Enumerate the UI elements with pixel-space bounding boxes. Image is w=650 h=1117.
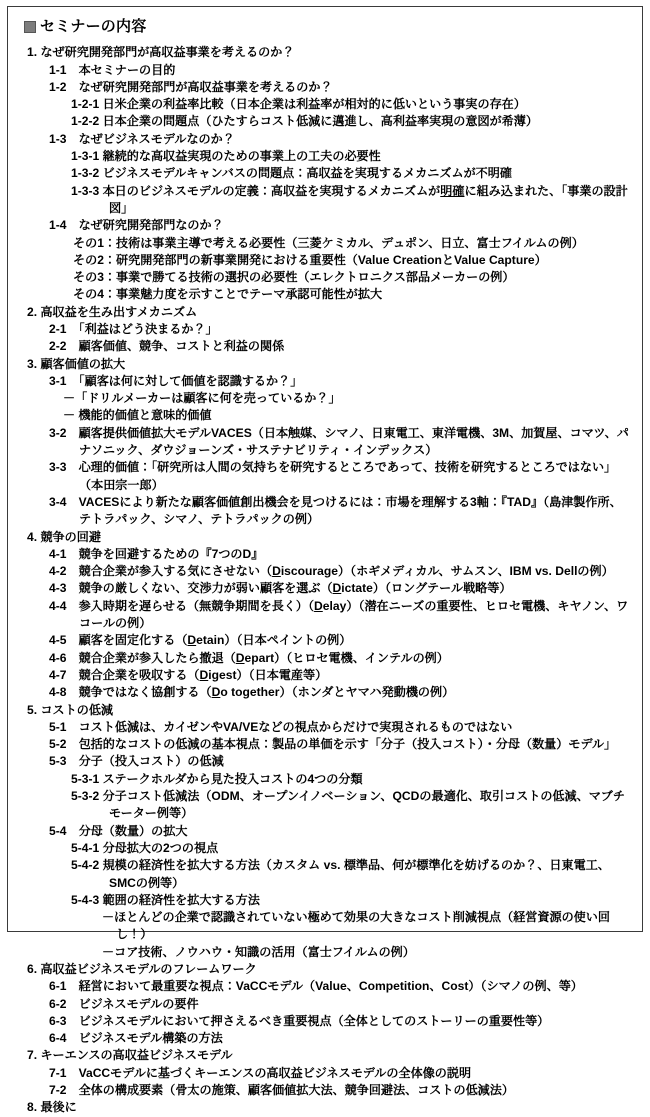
outline-row-text: 4-2 競合企業が参入する気にさせない（: [49, 564, 273, 579]
outline-row-text: その3：事業で勝てる技術の選択の必要性（エレクトロニクス部品メーカーの例）: [73, 270, 515, 285]
outline-row: [49, 79, 633, 96]
outline-row-text: 1-1 本セミナーの目的: [49, 62, 176, 77]
outline-row-underlined-text: D: [235, 650, 245, 665]
outline-row: [27, 702, 633, 719]
outline-row-text: 5-1 コスト低減は、カイゼンやVA/VEなどの視点からだけで実現されるものではない: [49, 719, 513, 734]
outline-row-underlined-text: D: [211, 685, 221, 700]
outline-row-text: 4-7 競合企業を吸収する（: [49, 667, 200, 682]
outline-row: [71, 857, 633, 892]
outline-row: [49, 494, 633, 529]
outline-row-text: 1-3-2 ビジネスモデルキャンバスの問題点：高収益を実現するメカニズムが不明確: [71, 166, 512, 181]
outline-row: [49, 563, 633, 580]
outline-row: [49, 1082, 633, 1099]
outline-row-text: 4-8 競争ではなく協創する（: [49, 685, 212, 700]
outline-row-text: 3-1 「顧客は何に対して価値を認識するか？」: [49, 373, 303, 388]
outline-row-text: 8. 最後に: [27, 1100, 77, 1115]
outline-row: [49, 650, 633, 667]
outline-row: [73, 286, 633, 303]
outline-row-underlined-text: D: [332, 581, 342, 596]
outline-row-text: 3-3 心理的価値：「研究所は人間の気持ちを研究するところであって、技術を研究するところではない」（本田宗一郎）: [49, 460, 617, 492]
outline-row-text: 1-4 なぜ研究開発部門なのか？: [49, 218, 224, 233]
outline-row: [49, 823, 633, 840]
square-bullet-icon: [24, 21, 36, 33]
outline-row: [49, 598, 633, 633]
outline-row: [49, 373, 633, 390]
page-title: [24, 18, 633, 35]
outline-row: [71, 96, 633, 113]
outline-row: [49, 667, 633, 684]
outline-row: [71, 183, 633, 218]
outline-row-text-continued: igest）（日本電産等）: [208, 667, 328, 682]
outline-row-underlined-text: D: [199, 667, 209, 682]
outline-row-text: 1-3-3 本日のビジネスモデルの定義：高収益を実現するメカニズムが: [71, 183, 441, 198]
outline-row-text: －「ドリルメーカーは顧客に何を売っているか？」: [63, 391, 341, 406]
seminar-outline-list: [17, 44, 633, 1116]
outline-row: [49, 978, 633, 995]
outline-row-text-continued: o together）（ホンダとヤマハ発動機の例）: [220, 685, 455, 700]
outline-row-text: 7-1 VaCCモデルに基づくキーエンスの高収益ビジネスモデルの全体像の説明: [49, 1065, 472, 1080]
outline-row-text: その2：研究開発部門の新事業開発における重要性（Value CreationとValue Capture）: [73, 252, 547, 267]
outline-row-text: 6-4 ビジネスモデル構築の方法: [49, 1031, 223, 1046]
outline-row: [49, 580, 633, 597]
outline-row: [49, 736, 633, 753]
outline-row-text: 5-3-2 分子コスト低減法（ODM、オープンイノベーション、QCDの最適化、取引コストの低減、マブチモーター例等）: [71, 789, 625, 821]
outline-row: [102, 909, 633, 944]
outline-row: [49, 321, 633, 338]
outline-row-text: 2. 高収益を生み出すメカニズム: [27, 304, 198, 319]
outline-row: [27, 961, 633, 978]
outline-row-text: － 機能的価値と意味的価値: [63, 408, 212, 423]
outline-row-text-continued: iscourage）（ホギメディカル、サムスン、IBM vs. Dellの例）: [280, 564, 614, 579]
outline-row-text: 1-3-1 継続的な高収益実現のための事業上の工夫の必要性: [71, 149, 381, 164]
document-frame: [7, 6, 643, 1115]
outline-row: [71, 148, 633, 165]
outline-row-text: 1-2 なぜ研究開発部門が高収益事業を考えるのか？: [49, 79, 333, 94]
outline-row: [102, 944, 633, 961]
outline-row: [63, 390, 633, 407]
outline-row: [73, 252, 633, 269]
outline-row: [49, 338, 633, 355]
outline-row-text: 2-2 顧客価値、競争、コストと利益の関係: [49, 339, 285, 354]
outline-row-text: 6-1 経営において最重要な視点：VaCCモデル（Value、Competition、Cost）（シマノの例、等）: [49, 979, 583, 994]
outline-row-text: －ほとんどの企業で認識されていない極めて効果の大きなコスト削減視点（経営資源の使い回し！）: [102, 910, 610, 942]
outline-row-text: 5-2 包括的なコストの低減の基本視点：製品の単価を示す「分子（投入コスト）・分母（数量）モデル」: [49, 737, 617, 752]
outline-row: [27, 44, 633, 61]
outline-row-text: 4-4 参入時期を遅らせる（無競争期間を長く）（: [49, 598, 315, 613]
outline-row-text: 3-2 顧客提供価値拡大モデルVACES（日本触媒、シマノ、日東電工、東洋電機、3M、加賀屋、コマツ、パナソニック、ダウジョーンズ・サステナビリティ・インデックス）: [49, 425, 629, 458]
outline-row-text: 6. 高収益ビジネスモデルのフレームワーク: [27, 961, 257, 976]
outline-row: [73, 235, 633, 252]
outline-row-text: 4-1 競争を回避するための『7つのD』: [49, 546, 264, 561]
outline-row-underlined-text: 明確: [440, 183, 465, 198]
outline-row: [71, 892, 633, 909]
outline-row-text: 1-2-1 日米企業の利益率比較（日本企業は利益率が相対的に低いという事実の存在）: [71, 97, 526, 112]
outline-row-text-continued: elay）（潜在ニーズの重要性、ヒロセ電機、キヤノン、ワコールの例）: [79, 598, 629, 631]
outline-row-text: 5-4 分母（数量）の拡大: [49, 823, 188, 838]
outline-row-text: 1. なぜ研究開発部門が高収益事業を考えるのか？: [27, 45, 295, 60]
outline-row: [71, 771, 633, 788]
outline-row: [73, 269, 633, 286]
outline-row-text: 7. キーエンスの高収益ビジネスモデル: [27, 1048, 233, 1063]
outline-row-text: 4-3 競争の厳しくない、交渉力が弱い顧客を選ぶ（: [49, 581, 333, 596]
outline-row: [49, 753, 633, 770]
outline-row: [27, 356, 633, 373]
outline-row-underlined-text: D: [187, 633, 197, 648]
outline-row-underlined-text: D: [272, 564, 281, 579]
outline-row-text-tail: に組み込まれた、「事業の設計図」: [109, 183, 628, 215]
outline-row-text: 4. 競争の回避: [27, 529, 101, 544]
outline-row-text: －コア技術、ノウハウ・知識の活用（富士フイルムの例）: [102, 944, 415, 959]
outline-row-text: 5-3 分子（投入コスト）の低減: [49, 754, 224, 769]
outline-row-text-continued: epart）（ヒロセ電機、インテルの例）: [244, 650, 449, 665]
outline-row: [49, 546, 633, 563]
outline-row-text: 5-4-1 分母拡大の2つの視点: [71, 840, 219, 855]
outline-row-text: 4-6 競合企業が参入したら撤退（: [49, 650, 236, 665]
outline-row: [71, 840, 633, 857]
outline-row-text: その4：事業魅力度を示すことでテーマ承認可能性が拡大: [73, 287, 383, 302]
outline-row: [49, 684, 633, 701]
outline-row-text: 1-2-2 日本企業の問題点（ひたすらコスト低減に邁進し、高利益率実現の意図が希薄）: [71, 114, 538, 129]
outline-row-text: 5. コストの低減: [27, 702, 114, 717]
outline-row: [63, 407, 633, 424]
outline-row-text: 5-3-1 ステークホルダから見た投入コストの4つの分類: [71, 771, 363, 786]
outline-row: [27, 529, 633, 546]
outline-row: [49, 62, 633, 79]
outline-row: [49, 719, 633, 736]
outline-row: [49, 1065, 633, 1082]
outline-row-text: 4-5 顧客を固定化する（: [49, 633, 188, 648]
outline-row: [49, 131, 633, 148]
outline-row-text-continued: ictate）（ロングテール戦略等）: [341, 581, 512, 596]
outline-row: [71, 165, 633, 182]
outline-row-text: 2-1 「利益はどう決まるか？」: [49, 322, 218, 336]
outline-row-underlined-text: D: [314, 598, 323, 613]
outline-row-text: 6-3 ビジネスモデルにおいて押さえるべき重要視点（全体としてのストーリーの重要性等）: [49, 1013, 550, 1028]
outline-row: [71, 788, 633, 823]
outline-row-text: 3-4 VACESにより新たな顧客価値創出機会を見つけるには：市場を理解する3軸：『TAD』（島津製作所、テトラパック、シマノ、テトラパックの例）: [49, 494, 622, 527]
outline-row-text: 6-2 ビジネスモデルの要件: [49, 996, 199, 1011]
outline-row: [49, 425, 633, 460]
page-title-text: セミナーの内容: [40, 18, 147, 35]
outline-row-text-continued: etain）（日本ペイントの例）: [196, 633, 352, 648]
outline-row-text: 7-2 全体の構成要素（骨太の施策、顧客価値拡大法、競争回避法、コストの低減法）: [49, 1083, 514, 1098]
outline-row: [49, 1013, 633, 1030]
outline-row: [49, 459, 633, 494]
outline-row: [49, 996, 633, 1013]
outline-row: [49, 1030, 633, 1047]
outline-row-text: 5-4-3 範囲の経済性を拡大する方法: [71, 892, 260, 907]
outline-row: [27, 1047, 633, 1064]
outline-row: [49, 632, 633, 649]
outline-row-text: 1-3 なぜビジネスモデルなのか？: [49, 131, 235, 146]
outline-row-text: 5-4-2 規模の経済性を拡大する方法（カスタム vs. 標準品、何が標準化を妨げるのか？、日東電工、SMCの例等）: [71, 858, 610, 890]
outline-row: [71, 113, 633, 130]
outline-row: [49, 217, 633, 234]
outline-row: [27, 304, 633, 321]
outline-row-text: その1：技術は事業主導で考える必要性（三菱ケミカル、デュポン、日立、富士フイルムの例）: [73, 235, 584, 250]
outline-row-text: 3. 顧客価値の拡大: [27, 356, 126, 371]
outline-row: [27, 1099, 633, 1116]
